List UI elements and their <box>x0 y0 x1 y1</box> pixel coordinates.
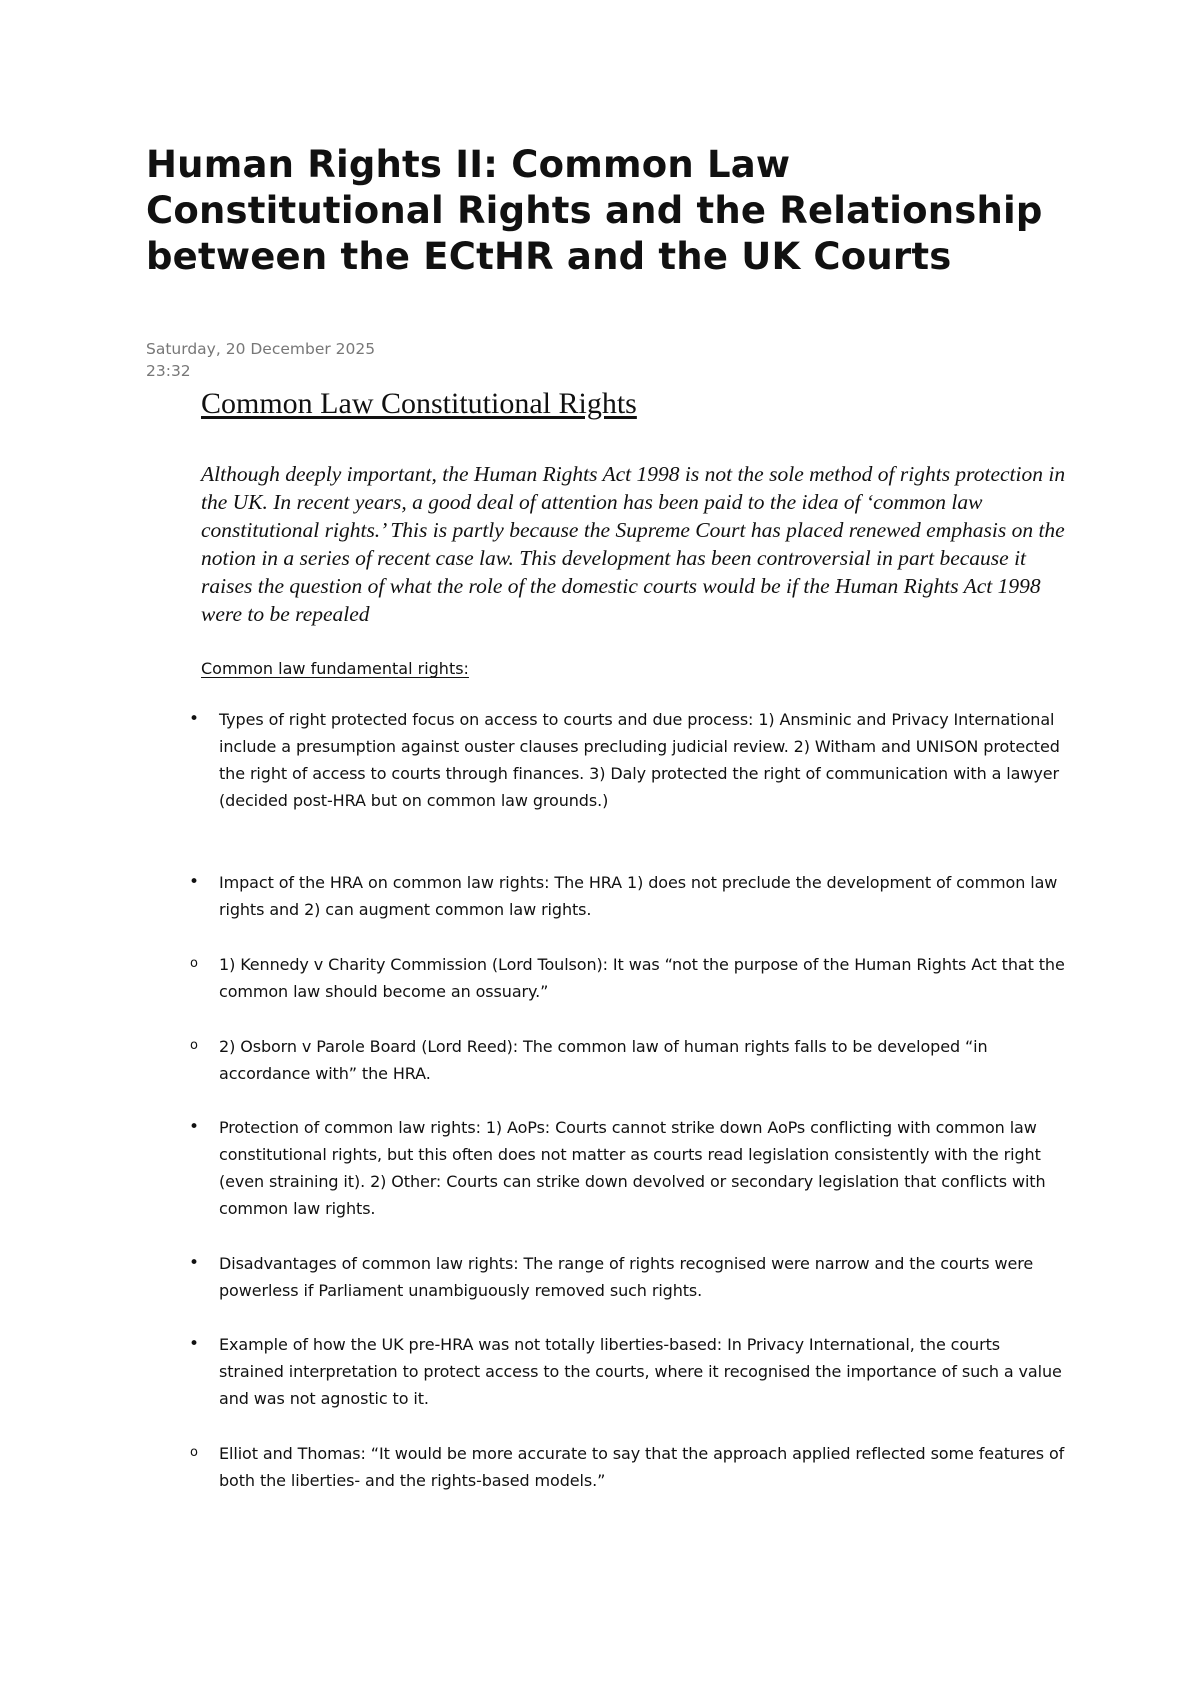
sub-bullet-icon: o <box>190 956 198 971</box>
bullet-icon: • <box>188 709 200 729</box>
bullet-icon: • <box>188 1117 200 1137</box>
list-item <box>186 1250 1066 1304</box>
intro-paragraph: Although deeply important, the Human Rights Act 1998 is not the sole method of rights protection in the UK. In recent years, a good deal of attention has been paid to the idea of ‘common law constitutional rights.’ This is partly because the Supreme Court has placed renewed emphasis on the notion in a series of recent case law. This development has been controversial in part because it raises the question of what the role of the domestic courts would be if the Human Rights Act 1998 were to be repealed <box>201 462 1066 626</box>
note-time: 23:32 <box>146 362 191 380</box>
list-item <box>186 1440 1066 1494</box>
list-item-text: 1) Kennedy v Charity Commission (Lord Toulson): It was “not the purpose of the Human Rights Act that the common law should become an ossuary.” <box>219 955 1065 1001</box>
section-heading: Common Law Constitutional Rights <box>201 387 637 420</box>
list-item-text: Example of how the UK pre-HRA was not totally liberties-based: In Privacy International, the courts strained interpretation to protect access to the courts, where it recognised the importance of such a value and was not agnostic to it. <box>219 1335 1062 1408</box>
list-item-text: 2) Osborn v Parole Board (Lord Reed): The common law of human rights falls to be developed “in accordance with” the HRA. <box>219 1037 988 1083</box>
list-item <box>186 706 1066 814</box>
list-item <box>186 869 1066 923</box>
list-item <box>186 1331 1066 1412</box>
bullet-icon: • <box>188 1334 200 1354</box>
list-item-text: Impact of the HRA on common law rights: The HRA 1) does not preclude the development of common law rights and 2) can augment common law rights. <box>219 873 1058 919</box>
list-item <box>186 951 1066 1005</box>
subheading: Common law fundamental rights: <box>201 659 469 678</box>
bullet-icon: • <box>188 1253 200 1273</box>
list-item-text: Disadvantages of common law rights: The range of rights recognised were narrow and the courts were powerless if Parliament unambiguously removed such rights. <box>219 1254 1034 1300</box>
note-date: Saturday, 20 December 2025 <box>146 340 376 358</box>
list-item-text: Elliot and Thomas: “It would be more accurate to say that the approach applied reflected some features of both the liberties- and the rights-based models.” <box>219 1444 1065 1490</box>
list-item-text: Types of right protected focus on access to courts and due process: 1) Ansminic and Privacy International include a presumption against ouster clauses precluding judicial review. 2) Witham and UNISON protected the right of access to courts through finances. 3) Daly protected the right of communication with a lawyer (decided post-HRA but on common law grounds.) <box>219 710 1060 810</box>
page-title: Human Rights II: Common Law Constitutional Rights and the Relationship between the ECtHR and the UK Courts <box>146 143 1043 278</box>
sub-bullet-icon: o <box>190 1038 198 1053</box>
list-item-text: Protection of common law rights: 1) AoPs: Courts cannot strike down AoPs conflicting with common law constitutional rights, but this often does not matter as courts read legislation consistently with the right (even straining it). 2) Other: Courts can strike down devolved or secondary legislation that conflicts with common law rights. <box>219 1118 1046 1218</box>
list-item <box>186 1114 1066 1222</box>
note-timestamp <box>146 338 375 382</box>
list-item <box>186 1033 1066 1087</box>
bullet-icon: • <box>188 872 200 892</box>
sub-bullet-icon: o <box>190 1445 198 1460</box>
